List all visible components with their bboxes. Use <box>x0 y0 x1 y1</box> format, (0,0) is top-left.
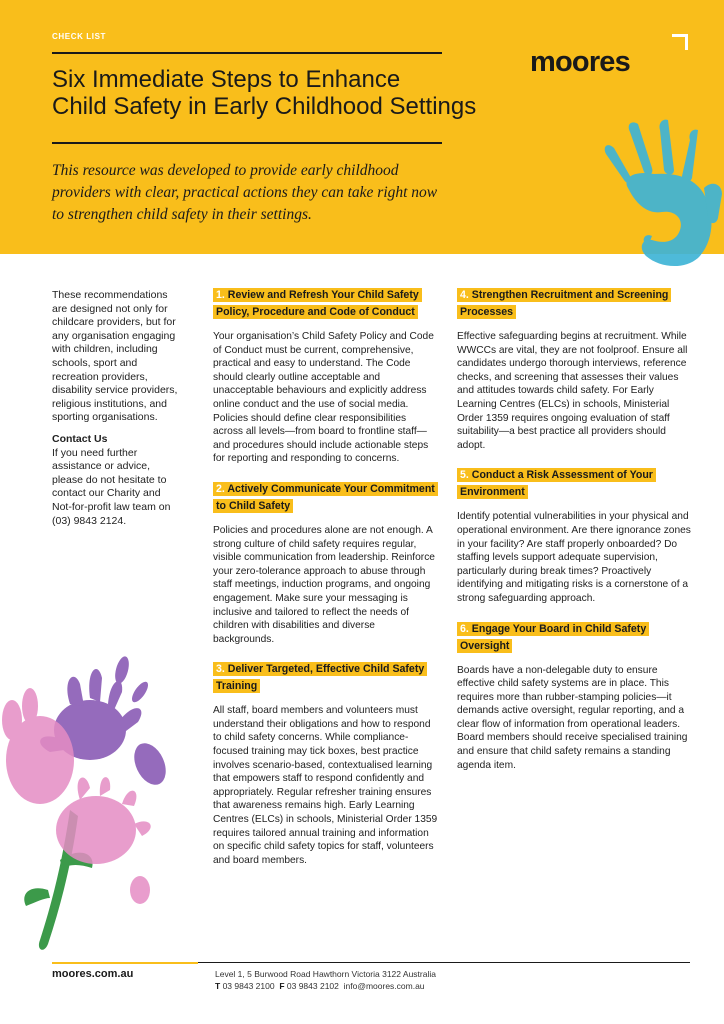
section-5-title-text: Conduct a Risk Assessment of Your Environment <box>460 469 653 499</box>
section-2-title-text: Actively Communicate Your Commitment to Child Safety <box>216 482 435 512</box>
sidebar-note: These recommendations are designed not only for childcare providers, but for any organisation engaging with children, including schools, sport and recreation providers, disability service providers, religious institutions, and sporting organisations. <box>52 289 178 424</box>
phone-label: T <box>215 981 221 991</box>
sidebar <box>52 289 180 528</box>
contact-heading: Contact Us <box>52 432 108 445</box>
title-rule-bottom <box>52 142 442 144</box>
section-6-number: 6. <box>460 622 469 635</box>
fax-number: 03 9843 2102 <box>286 981 339 991</box>
footer-contact-line <box>215 980 436 992</box>
logo-corner-mark <box>672 34 688 50</box>
section-1-title-text: Review and Refresh Your Child Safety Policy, Procedure and Code of Conduct <box>216 289 419 318</box>
section-4-title <box>457 288 671 319</box>
section-4-number: 4. <box>460 289 469 301</box>
title-line-1: Six Immediate Steps to Enhance <box>52 66 401 93</box>
footer-rule-accent <box>52 962 198 964</box>
section-6-body: Boards have a non-delegable duty to ensure effective child safety systems are in place. This requires more than rubber-stamping policies—it demands active oversight, regular reporting, and a clear flow of information from operational leaders. Board members should receive specialised training and ensure that child safety remains a standing agenda item. <box>457 664 688 771</box>
section-1-title <box>213 288 422 319</box>
eyebrow-label: CHECK LIST <box>52 32 106 41</box>
footer-address: Level 1, 5 Burwood Road Hawthorn Victoria 3122 Australia <box>215 969 436 979</box>
section-1-number: 1. <box>216 289 225 301</box>
section-2-body: Policies and procedures alone are not enough. A strong culture of child safety requires regular, visible communication from leadership. Reinforce your zero-tolerance approach to abuse through staff meetings, induction programs, and ongoing engagement. Make sure your messaging is inclusive and tailored to reflect the needs of children with disabilities and diverse backgrounds. <box>213 524 435 645</box>
section-2 <box>213 480 438 646</box>
section-1 <box>213 286 438 466</box>
section-5-body: Identify potential vulnerabilities in your physical and operational environment. Are there ignorance zones in your facility? Are staff properly onboarded? Do staffing levels support adequate supervision, particularly during break times? Proactively identifying and mitigating risks is a cornerstone of a strong safeguarding approach. <box>457 511 691 604</box>
page-title <box>52 66 532 120</box>
section-2-number: 2. <box>216 482 225 495</box>
blue-handprint-illustration <box>594 118 724 268</box>
moores-logo: moores <box>530 46 630 78</box>
handprint-flowers-illustration <box>0 640 180 965</box>
section-3-title <box>213 662 427 693</box>
section-3-body: All staff, board members and volunteers must understand their obligations and how to respond to child safety concerns. While compliance-focused training may tick boxes, best practice involves scenario-based, contextualised learning that empowers staff to respond confidently and appropriately. Regular refresher training ensures that awareness remains high. Early Learning Centres (ELCs) in schools, Ministerial Order 1359 requires tailored annual training and information on specific child safety topics for staff, volunteers and board members. <box>213 705 438 866</box>
title-line-2: Child Safety in Early Childhood Settings <box>52 93 477 120</box>
footer-address-block <box>215 968 436 992</box>
section-2-title <box>213 482 438 513</box>
section-5 <box>457 466 693 605</box>
footer-website-link[interactable]: moores.com.au <box>52 968 134 980</box>
phone-number: 03 9843 2100 <box>222 981 275 991</box>
title-rule-top <box>52 52 442 54</box>
email-link[interactable]: info@moores.com.au <box>343 981 425 991</box>
section-5-number: 5. <box>460 469 469 482</box>
section-5-title <box>457 468 656 499</box>
section-3-number: 3. <box>216 663 225 676</box>
section-6-title <box>457 622 649 653</box>
content-column-1 <box>213 286 438 881</box>
section-1-body: Your organisation’s Child Safety Policy and Code of Conduct must be current, comprehensive, practical and easy to understand. The Code should clearly outline acceptable and unacceptable behaviours and explicitly address online conduct and the use of social media. Policies should define clear responsibilities across all levels—from board to frontline staff—and procedures should include actionable steps for reporting and responding to concerns. <box>213 331 434 465</box>
content-column-2 <box>457 286 693 786</box>
section-6 <box>457 620 693 773</box>
fax-label: F <box>279 981 285 991</box>
section-4 <box>457 286 693 452</box>
section-4-body: Effective safeguarding begins at recruitment. While WWCCs are vital, they are not foolproof. Ensure all candidates undergo thorough interviews, reference checks, and screening that assesses their values and attitudes towards child safety. For Early Learning Centres (ELCs) in schools, Ministerial Order 1359 requires ongoing evaluation of staff suitability—a best practice all providers should adopt. <box>457 331 688 451</box>
section-3 <box>213 660 438 867</box>
section-3-title-text: Deliver Targeted, Effective Child Safety Training <box>216 663 425 693</box>
contact-text: If you need further assistance or advice, please do not hesitate to contact our Charity and Not-for-profit law team on (03) 9843 2124. <box>52 446 171 527</box>
intro-text: This resource was developed to provide early childhood providers with clear, practical actions they can take right now to strengthen child safety in their settings. <box>52 162 438 223</box>
header-band <box>0 0 724 254</box>
section-6-title-text: Engage Your Board in Child Safety Oversight <box>460 622 647 652</box>
section-4-title-text: Strengthen Recruitment and Screening Processes <box>460 289 669 318</box>
